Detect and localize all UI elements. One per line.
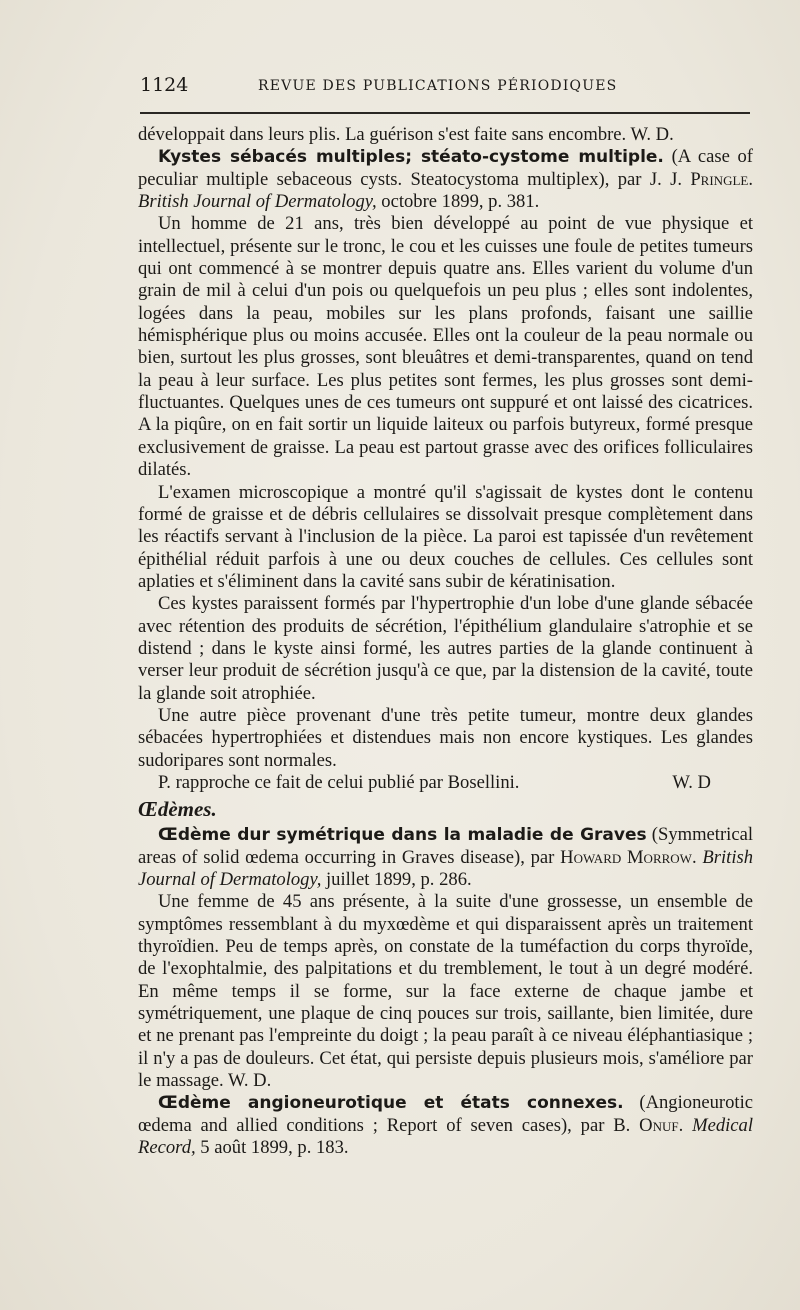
running-title: REVUE DES PUBLICATIONS PÉRIODIQUES [258,78,618,94]
header-rule [140,112,750,114]
paragraph: Une femme de 45 ans présente, à la suite d'une grossesse, un ensemble de symptômes ressemblant à du myxœdème et qui disparaissent après un traitement thyroïdien. Peu de temps après, on constate de la tuméfaction du corps thyroïde, de l'exophtalmie, des palpitations et du tremblement, le tout à un degré modéré. En même temps il se forme, sur la face externe de chaque jambe et symétriquement, une plaque de cinq pouces sur trois, saillante, bien limitée, dure et ne prenant pas l'empreinte du doigt ; la peau paraît à ce niveau éléphantiasique ; il n'y a pas de douleurs. Cet état, qui persiste depuis plusieurs mois, s'améliore par le massage. W. D. [138,891,753,1092]
article-heading-kystes [138,146,753,213]
journal-name: Medical Record, [138,1114,753,1159]
article-reference: (Symmetrical areas of solid œdema occurring in Graves disease), par [138,824,753,868]
publication-date: octobre 1899, p. 381. [376,191,540,213]
paragraph: Un homme de 21 ans, très bien développé au point de vue physique et intellectuel, présente sur le tronc, le cou et les cuisses une foule de petites tumeurs qui ont commencé à se montrer depuis quatre ans. Elles varient du volume d'un grain de mil à celui d'un pois ou quelquefois un peu plus ; elles sont indolentes, logées dans la peau, mobiles sur les plans profonds, faisant une saillie hémisphérique plus ou moins accusée. Elles ont la couleur de la peau normale ou bien, surtout les plus grosses, sont bleuâtres et demi-transparentes, quand on tend la peau à leur surface. Les plus petites sont fermes, les plus grosses sont demi-fluctuantes. Quelques unes de ces tumeurs ont suppuré et ont laissé des cicatrices. A la piqûre, on en fait sortir un liquide laiteux ou parfois butyreux, formé presque exclusivement de graisse. La peau est partout grasse avec des orifices folliculaires dilatés. [138,213,753,481]
paragraph: L'examen microscopique a montré qu'il s'agissait de kystes dont le contenu formé de graisse et de débris cellulaires se dissolvait presque complètement dans les réactifs servant à l'inclusion de la pièce. La paroi est tapissée d'un revêtement épithélial réduit parfois à une ou deux couches de cellules. Ces cellules sont aplaties et s'éliminent dans la cavité sans subir de kératinisation. [138,481,753,592]
separator: . [678,1114,693,1136]
article-heading-oedeme-angio [138,1092,753,1159]
article-title: Œdème angioneurotique et états connexes. [158,1093,624,1114]
article-heading-oedeme-dur [138,824,753,891]
article-title: Œdème dur symétrique dans la maladie de Graves [158,825,647,846]
paragraph-text: P. rapproche ce fait de celui publié par Bosellini. [158,771,520,793]
signature: W. D [672,771,711,793]
article-body [138,124,753,1159]
article-author: Onuf [639,1114,679,1136]
paragraph: Ces kystes paraissent formés par l'hypertrophie d'un lobe d'une glande sébacée avec rétention des produits de sécrétion, l'épithélium glandulaire s'atrophie et se distend ; dans le kyste ainsi formé, les autres parties de la glande continuent à verser leur produit de sécrétion jusqu'à ce que, par la distension de la cavité, toute la glande soit atrophiée. [138,593,753,704]
article-author: Pringle [690,168,749,190]
article-author: Howard Morrow [560,846,692,868]
separator: . [691,846,703,868]
article-reference: (A case of peculiar multiple sebaceous cysts. Steatocystoma multiplex), par J. J. [138,146,753,190]
publication-date: 5 août 1899, p. 183. [195,1137,349,1159]
journal-name: British Journal of Dermatology, [138,846,754,890]
separator: . [748,168,753,190]
page-number: 1124 [140,74,189,96]
journal-name: British Journal of Dermatology, [138,191,377,213]
paragraph: Une autre pièce provenant d'une très petite tumeur, montre deux glandes sébacées hypertrophiées et distendues mais non encore kystiques. Les glandes sudoripares sont normales. [138,704,753,771]
paragraph-continuation: développait dans leurs plis. La guérison s'est faite sans encombre. W. D. [138,124,674,145]
article-reference: (Angioneurotic œdema and allied conditions ; Report of seven cases), par B. [138,1092,753,1136]
article-title: Kystes sébacés multiples; stéato-cystome multiple. [158,147,664,168]
section-heading: Œdèmes. [138,797,217,822]
paragraph-signed [138,772,753,794]
page-header [140,74,750,102]
publication-date: juillet 1899, p. 286. [321,869,472,890]
